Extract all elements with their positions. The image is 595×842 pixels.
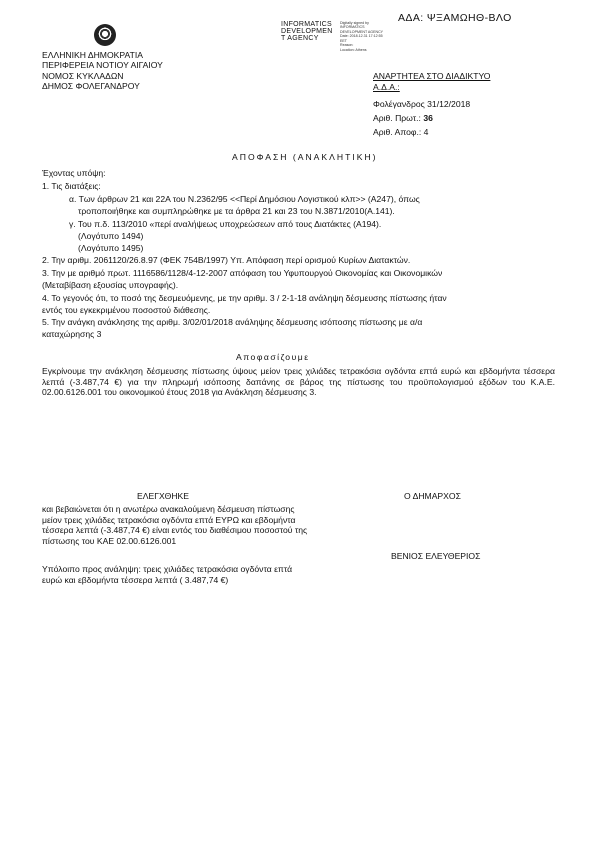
mayor-title: Ο ΔΗΜΑΡΧΟΣ: [404, 491, 461, 501]
remaining-text: Υπόλοιπο προς ανάληψη: τρεις χιλιάδες τετρακόσια ογδόντα επτά ευρώ και εβδομήντα τέσσερα λεπτά ( 3.487,74 €): [42, 564, 293, 585]
issuer-line: ΔΗΜΟΣ ΦΟΛΕΓΑΝΔΡΟΥ: [42, 81, 140, 92]
protocol-value: 36: [423, 112, 433, 123]
decide-heading: Αποφασίζουμε: [236, 352, 310, 362]
issuer-line: ΠΕΡΙΦΕΡΕΙΑ ΝΟΤΙΟΥ ΑΙΓΑΙΟΥ: [42, 60, 163, 71]
greek-emblem-icon: [94, 24, 116, 46]
header-right-block: [373, 71, 490, 138]
ida-logo-line3: T AGENCY: [281, 35, 319, 43]
clause-5-line2: καταχώρησης 3: [42, 329, 102, 339]
digital-signature-stamp: Digitally signed by INFORMATICS DEVELOPMENT AGENCY Date: 2018.12.31 17:12:55 EET Reason: Location: Athens: [340, 21, 384, 52]
clause-1a-line1: α. Των άρθρων 21 και 22Α του Ν.2362/95 <<Περί Δημόσιου Λογιστικού κλπ>> (Α247), όπως: [69, 194, 420, 204]
protocol-number: [373, 113, 490, 123]
decision-paragraph: Εγκρίνουμε την ανάκληση δέσμευσης πίστωσης ύψους μείον τρεις χιλιάδες τετρακόσια ογδόντα επτά ευρώ και εβδομήντα τέσσερα λεπτά (-3.487,74 €) για την πληρωμή ισόποσης δαπάνης σε βάρος της πίστωσης του προϋπολογισμού εξόδων του Κ.Α.Ε. 02.00.6126.001 του οικονομικού έτους 2018 για Ανάκληση δέσμευσης 3.: [42, 366, 555, 398]
protocol-label: Αριθ. Πρωτ.:: [373, 112, 421, 123]
issuer-line: ΝΟΜΟΣ ΚΥΚΛΑΔΩΝ: [42, 70, 124, 81]
ida-logo-line2: DEVELOPMEN: [281, 28, 333, 36]
issuer-block: [42, 50, 163, 92]
clause-3-line1: 3. Την με αριθμό πρωτ. 1116586/1128/4-12-2007 απόφαση του Υφυπουργού Οικονομίας και Οικονομικών: [42, 268, 443, 278]
decision-value: 4: [423, 127, 429, 138]
posted-online-label: ΑΝΑΡΤΗΤΕΑ ΣΤΟ ΔΙΑΔΙΚΤΥΟ: [373, 71, 491, 81]
having-regard: Έχοντας υπόψη:: [42, 168, 106, 178]
logotype-1494: (Λογότυπο 1494): [78, 231, 144, 241]
decision-label: Αριθ. Αποφ.:: [373, 127, 422, 138]
mayor-name: ΒΕΝΙΟΣ ΕΛΕΥΘΕΡΙΟΣ: [391, 551, 481, 561]
checked-text: και βεβαιώνεται ότι η ανωτέρω ανακαλούμενη δέσμευση πίστωσης μείον τρεις χιλιάδες τετρακόσια ογδόντα επτά ΕΥΡΩ και εβδομήντα τέσσερα λεπτά (-3.487,74 €) είναι εντός του διαθέσιμου ποσοστού της πίστωσης του ΚΑΕ 02.00.6126.001: [42, 504, 308, 546]
clause-1c: γ. Του π.δ. 113/2010 «περί αναλήψεως υποχρεώσεων από τους Διατάκτες (Α194).: [69, 219, 382, 229]
clause-5-line1: 5. Την ανάγκη ανάκλησης της αριθμ. 3/02/01/2018 ανάληψης δέσμευσης ισόποσης πίστωσης με α/α: [42, 317, 423, 327]
checked-title: ΕΛΕΓΧΘΗΚΕ: [137, 491, 190, 501]
top-ada-code: ΑΔΑ: ΨΞΑΜΩΗΘ-ΒΛΟ: [398, 12, 512, 24]
issuer-line: ΕΛΛΗΝΙΚΗ ΔΗΜΟΚΡΑΤΙΑ: [42, 50, 143, 60]
clause-1: 1. Τις διατάξεις:: [42, 181, 101, 191]
place-date: Φολέγανδρος 31/12/2018: [373, 98, 471, 109]
document-title: ΑΠΟΦΑΣΗ (ΑΝΑΚΛΗΤΙΚΗ): [232, 152, 378, 162]
clause-3-line2: (Μεταβίβαση εξουσίας υπογραφής).: [42, 280, 179, 290]
decision-number: [373, 127, 490, 137]
clause-1a-line2: τροποποιήθηκε και συμπληρώθηκε με τα άρθρα 21 και 23 του Ν.3871/2010(Α.141).: [78, 206, 395, 216]
clause-2: 2. Την αριθμ. 2061120/26.8.97 (ΦΕΚ 754Β/1997) Υπ. Απόφαση περί ορισμού Κυρίων Διατακτών.: [42, 255, 411, 265]
clause-4-line1: 4. Το γεγονός ότι, το ποσό της δεσμευόμενης, με την αριθμ. 3 / 2-1-18 ανάληψη δέσμευσης πίστωσης ήταν: [42, 293, 447, 303]
clause-4-line2: εντός του εγκεκριμένου ποσοστού διάθεσης.: [42, 305, 211, 315]
ada-label: Α.Δ.Α.:: [373, 82, 400, 93]
ida-logo: [281, 21, 333, 42]
ida-logo-line1: INFORMATICS: [281, 21, 333, 28]
logotype-1495: (Λογότυπο 1495): [78, 243, 144, 253]
